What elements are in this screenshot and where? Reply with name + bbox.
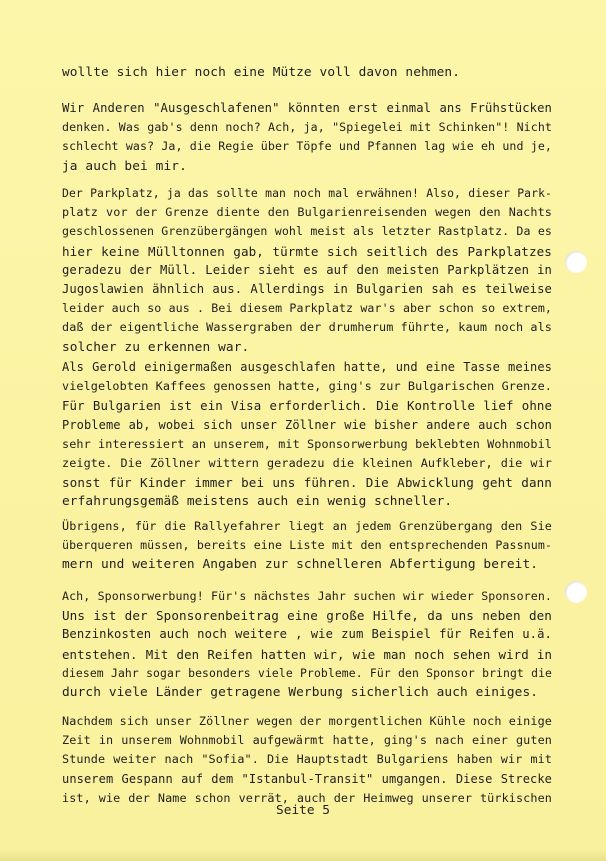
text-line: geschlossenen Grenzübergängen wohl meist als letzter Rastplatz. Da es	[62, 224, 552, 239]
paragraph-7	[62, 712, 552, 808]
text-line: schlecht was? Ja, die Regie über Töpfe und Pfannen lag wie eh und je,	[62, 139, 552, 154]
text-line: mern und weiteren Angaben zur schnelleren Abfertigung bereit.	[62, 557, 539, 573]
text-line: überqueren müssen, bereits eine Liste mit den entsprechenden Passnum-	[62, 538, 552, 553]
text-line: zeigte. Die Zöllner wittern geradezu die kleinen Aufkleber, die wir	[62, 455, 552, 470]
punch-hole-top	[565, 251, 587, 273]
text-line: Für Bulgarien ist ein Visa erforderlich. Die Kontrolle lief ohne	[62, 398, 552, 414]
text-line: platz vor der Grenze diente den Bulgarienreisenden wegen den Nachts	[62, 205, 552, 220]
text-line: Wir Anderen "Ausgeschlafenen" könnten erst einmal ans Frühstücken	[62, 101, 552, 115]
text-line: entstehen. Mit den Reifen hatten wir, wie man noch sehen wird in	[62, 646, 552, 662]
text-line: ja auch bei mir.	[62, 158, 187, 174]
paragraph-2	[62, 99, 552, 176]
text-line: daß der eigentliche Wassergraben der drumherum führte, kaum noch als	[62, 320, 552, 335]
text-line: hier keine Mülltonnen gab, türmte sich seitlich des Parkplatzes	[62, 243, 552, 259]
text-line: durch viele Länder getragene Werbung sicherlich auch einiges.	[62, 684, 539, 700]
paragraph-1	[62, 63, 552, 82]
page-bottom-edge	[0, 849, 606, 861]
text-line: Benzinkosten auch noch weitere , wie zum Beispiel für Reifen u.ä.	[62, 627, 552, 642]
text-line: Als Gerold einigermaßen ausgeschlafen hatte, und eine Tasse meines	[62, 360, 552, 374]
text-line: Jugoslawien ähnlich aus. Allerdings in Bulgarien sah es teilweise	[62, 281, 552, 296]
text-line: Der Parkplatz, ja das sollte man noch mal erwähnen! Also, dieser Park-	[62, 186, 552, 200]
text-line: diesem Jahr sogar besonders viele Probleme. Für den Sponsor bringt die	[62, 665, 552, 680]
text-line: Probleme ab, wobei sich unser Zöllner wie bisher andere auch schon	[62, 417, 552, 432]
text-line: solcher zu erkennen war.	[62, 339, 250, 355]
text-line: Zeit in unserem Wohnmobil aufgewärmt hatte, ging's nach einer guten	[62, 733, 552, 748]
paragraph-4	[62, 358, 552, 512]
paragraph-3	[62, 184, 552, 357]
text-line: geradezu der Müll. Leider sieht es auf den meisten Parkplätzen in	[62, 262, 552, 277]
text-line: vielgelobten Kaffees genossen hatte, ging's zur Bulgarischen Grenze.	[62, 379, 552, 394]
page-number: Seite 5	[276, 803, 330, 818]
text-line: sehr interessiert an unserem, mit Sponsorwerbung beklebten Wohnmobil	[62, 436, 552, 451]
text-line: denken. Was gab's denn noch? Ach, ja, "Spiegelei mit Schinken"! Nicht	[62, 120, 552, 135]
text-line: leider auch so aus . Bei diesem Parkplatz war's aber schon so extrem,	[62, 301, 552, 316]
paragraph-5	[62, 517, 552, 575]
text-line: Übrigens, für die Rallyefahrer liegt an jedem Grenzübergang den Sie	[62, 519, 552, 533]
paragraph-6	[62, 587, 552, 702]
text-line: erfahrungsgemäß meistens auch ein wenig schneller.	[62, 494, 453, 510]
text-line: wollte sich hier noch eine Mütze voll davon nehmen.	[62, 65, 461, 80]
text-line: Nachdem sich unser Zöllner wegen der morgentlichen Kühle noch einige	[62, 714, 552, 728]
text-line: Uns ist der Sponsorenbeitrag eine große Hilfe, da uns neben den	[62, 608, 552, 624]
text-line: Ach, Sponsorwerbung! Für's nächstes Jahr suchen wir wieder Sponsoren.	[62, 589, 552, 603]
text-line: unserem Gespann auf dem "Istanbul-Transit" umgangen. Diese Strecke	[62, 771, 552, 786]
text-line: sonst für Kinder immer bei uns führen. Die Abwicklung geht dann	[62, 475, 552, 491]
text-line: Stunde weiter nach "Sofia". Die Hauptstadt Bulgariens haben wir mit	[62, 752, 552, 767]
text-line: ist, wie der Name schon verrät, auch der Heimweg unserer türkischen	[62, 790, 552, 805]
punch-hole-bottom	[565, 581, 587, 603]
